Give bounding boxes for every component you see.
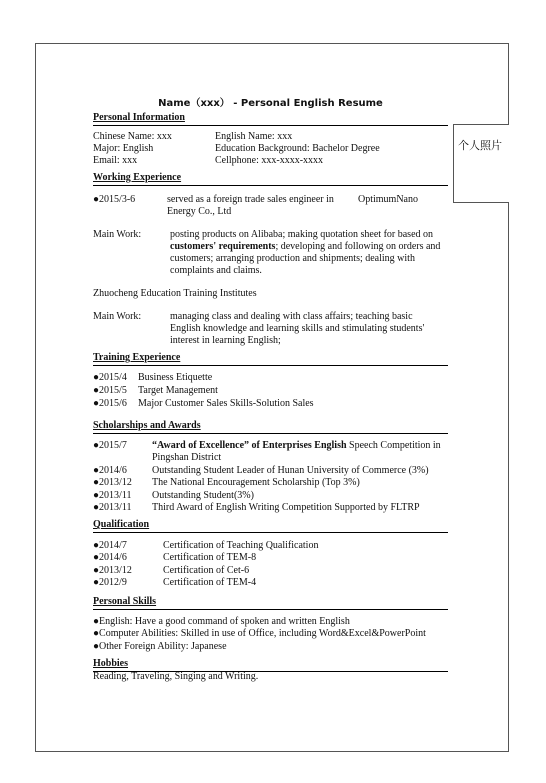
resume-title: Name（xxx） - Personal English Resume [158, 98, 383, 109]
qualification-date: ●2013/12 [93, 565, 132, 576]
major: Major: English [93, 143, 154, 154]
skill-item: ●English: Have a good command of spoken and written English [93, 616, 350, 627]
section-hobbies [93, 658, 448, 672]
photo-placeholder [453, 124, 509, 203]
hobbies-text: Reading, Traveling, Singing and Writing. [93, 671, 259, 682]
qualification-date: ●2012/9 [93, 577, 127, 588]
award-date: ●2013/11 [93, 502, 132, 513]
bold-phrase: “Award of Excellence” of Enterprises English [152, 440, 347, 451]
email: Email: xxx [93, 155, 138, 166]
main-work-1-line-2 [170, 241, 440, 253]
text-rest: ; developing and following on orders and [275, 241, 441, 252]
english-name: English Name: xxx [215, 131, 293, 142]
qualification-date: ●2014/6 [93, 552, 127, 563]
education: Education Background: Bachelor Degree [215, 143, 380, 154]
section-training-experience [93, 352, 448, 366]
training-item: Target Management [138, 385, 218, 396]
award-date: ●2015/7 [93, 440, 127, 451]
skill-item: ●Computer Abilities: Skilled in use of Office, including Word&Excel&PowerPoint [93, 628, 426, 639]
main-work-2-line-1: managing class and dealing with class affairs; teaching basic [170, 311, 413, 322]
work-company-1-cont: Energy Co., Ltd [167, 206, 232, 217]
qualification-item: Certification of TEM-8 [163, 552, 257, 563]
main-work-label-1: Main Work: [93, 229, 142, 240]
section-heading: Qualification [93, 519, 150, 530]
qualification-date: ●2014/7 [93, 540, 127, 551]
section-heading: Personal Skills [93, 596, 157, 607]
main-work-1-line-4: complaints and claims. [170, 265, 262, 276]
award-item: Outstanding Student Leader of Hunan University of Commerce (3%) [152, 465, 429, 476]
main-work-2-line-3: interest in learning English; [170, 335, 281, 346]
qualification-item: Certification of Teaching Qualification [163, 540, 319, 551]
section-working-experience [93, 172, 448, 186]
qualification-item: Certification of Cet-6 [163, 565, 250, 576]
section-personal-information [93, 112, 448, 126]
cellphone: Cellphone: xxx-xxxx-xxxx [215, 155, 324, 166]
section-heading: Scholarships and Awards [93, 420, 201, 431]
section-heading: Working Experience [93, 172, 182, 183]
main-work-2-line-2: English knowledge and learning skills and stimulating students' [170, 323, 425, 334]
skill-item: ●Other Foreign Ability: Japanese [93, 641, 227, 652]
award-item-cont: Pingshan District [152, 452, 222, 463]
training-date: ●2015/5 [93, 385, 127, 396]
award-item: The National Encouragement Scholarship (Top 3%) [152, 477, 360, 488]
section-qualification [93, 519, 448, 533]
award-item: Outstanding Student(3%) [152, 490, 254, 501]
award-date: ●2014/6 [93, 465, 127, 476]
chinese-name: Chinese Name: xxx [93, 131, 172, 142]
qualification-item: Certification of TEM-4 [163, 577, 257, 588]
section-heading: Hobbies [93, 658, 129, 669]
training-item: Business Etiquette [138, 372, 213, 383]
training-item: Major Customer Sales Skills-Solution Sales [138, 398, 314, 409]
award-date: ●2013/12 [93, 477, 132, 488]
work-company-1: OptimumNano [358, 194, 418, 205]
photo-label: 个人照片 [458, 139, 502, 152]
work-company-2: Zhuocheng Education Training Institutes [93, 288, 257, 299]
award-date: ●2013/11 [93, 490, 132, 501]
award-item: Third Award of English Writing Competition Supported by FLTRP [152, 502, 420, 513]
bold-phrase: customers' requirements [170, 241, 276, 252]
text-rest: Speech Competition in [346, 440, 441, 451]
section-personal-skills [93, 596, 448, 610]
section-scholarships-awards [93, 420, 448, 434]
section-heading: Training Experience [93, 352, 181, 363]
award-item [152, 440, 441, 452]
training-date: ●2015/6 [93, 398, 127, 409]
main-work-1-line-1: posting products on Alibaba; making quotation sheet for based on [170, 229, 434, 240]
training-date: ●2015/4 [93, 372, 127, 383]
work-date-1: ●2015/3-6 [93, 194, 136, 205]
main-work-label-2: Main Work: [93, 311, 142, 322]
work-desc-1: served as a foreign trade sales engineer in [167, 194, 334, 205]
section-heading: Personal Information [93, 112, 185, 123]
main-work-1-line-3: customers; arranging production and shipments; dealing with [170, 253, 415, 264]
